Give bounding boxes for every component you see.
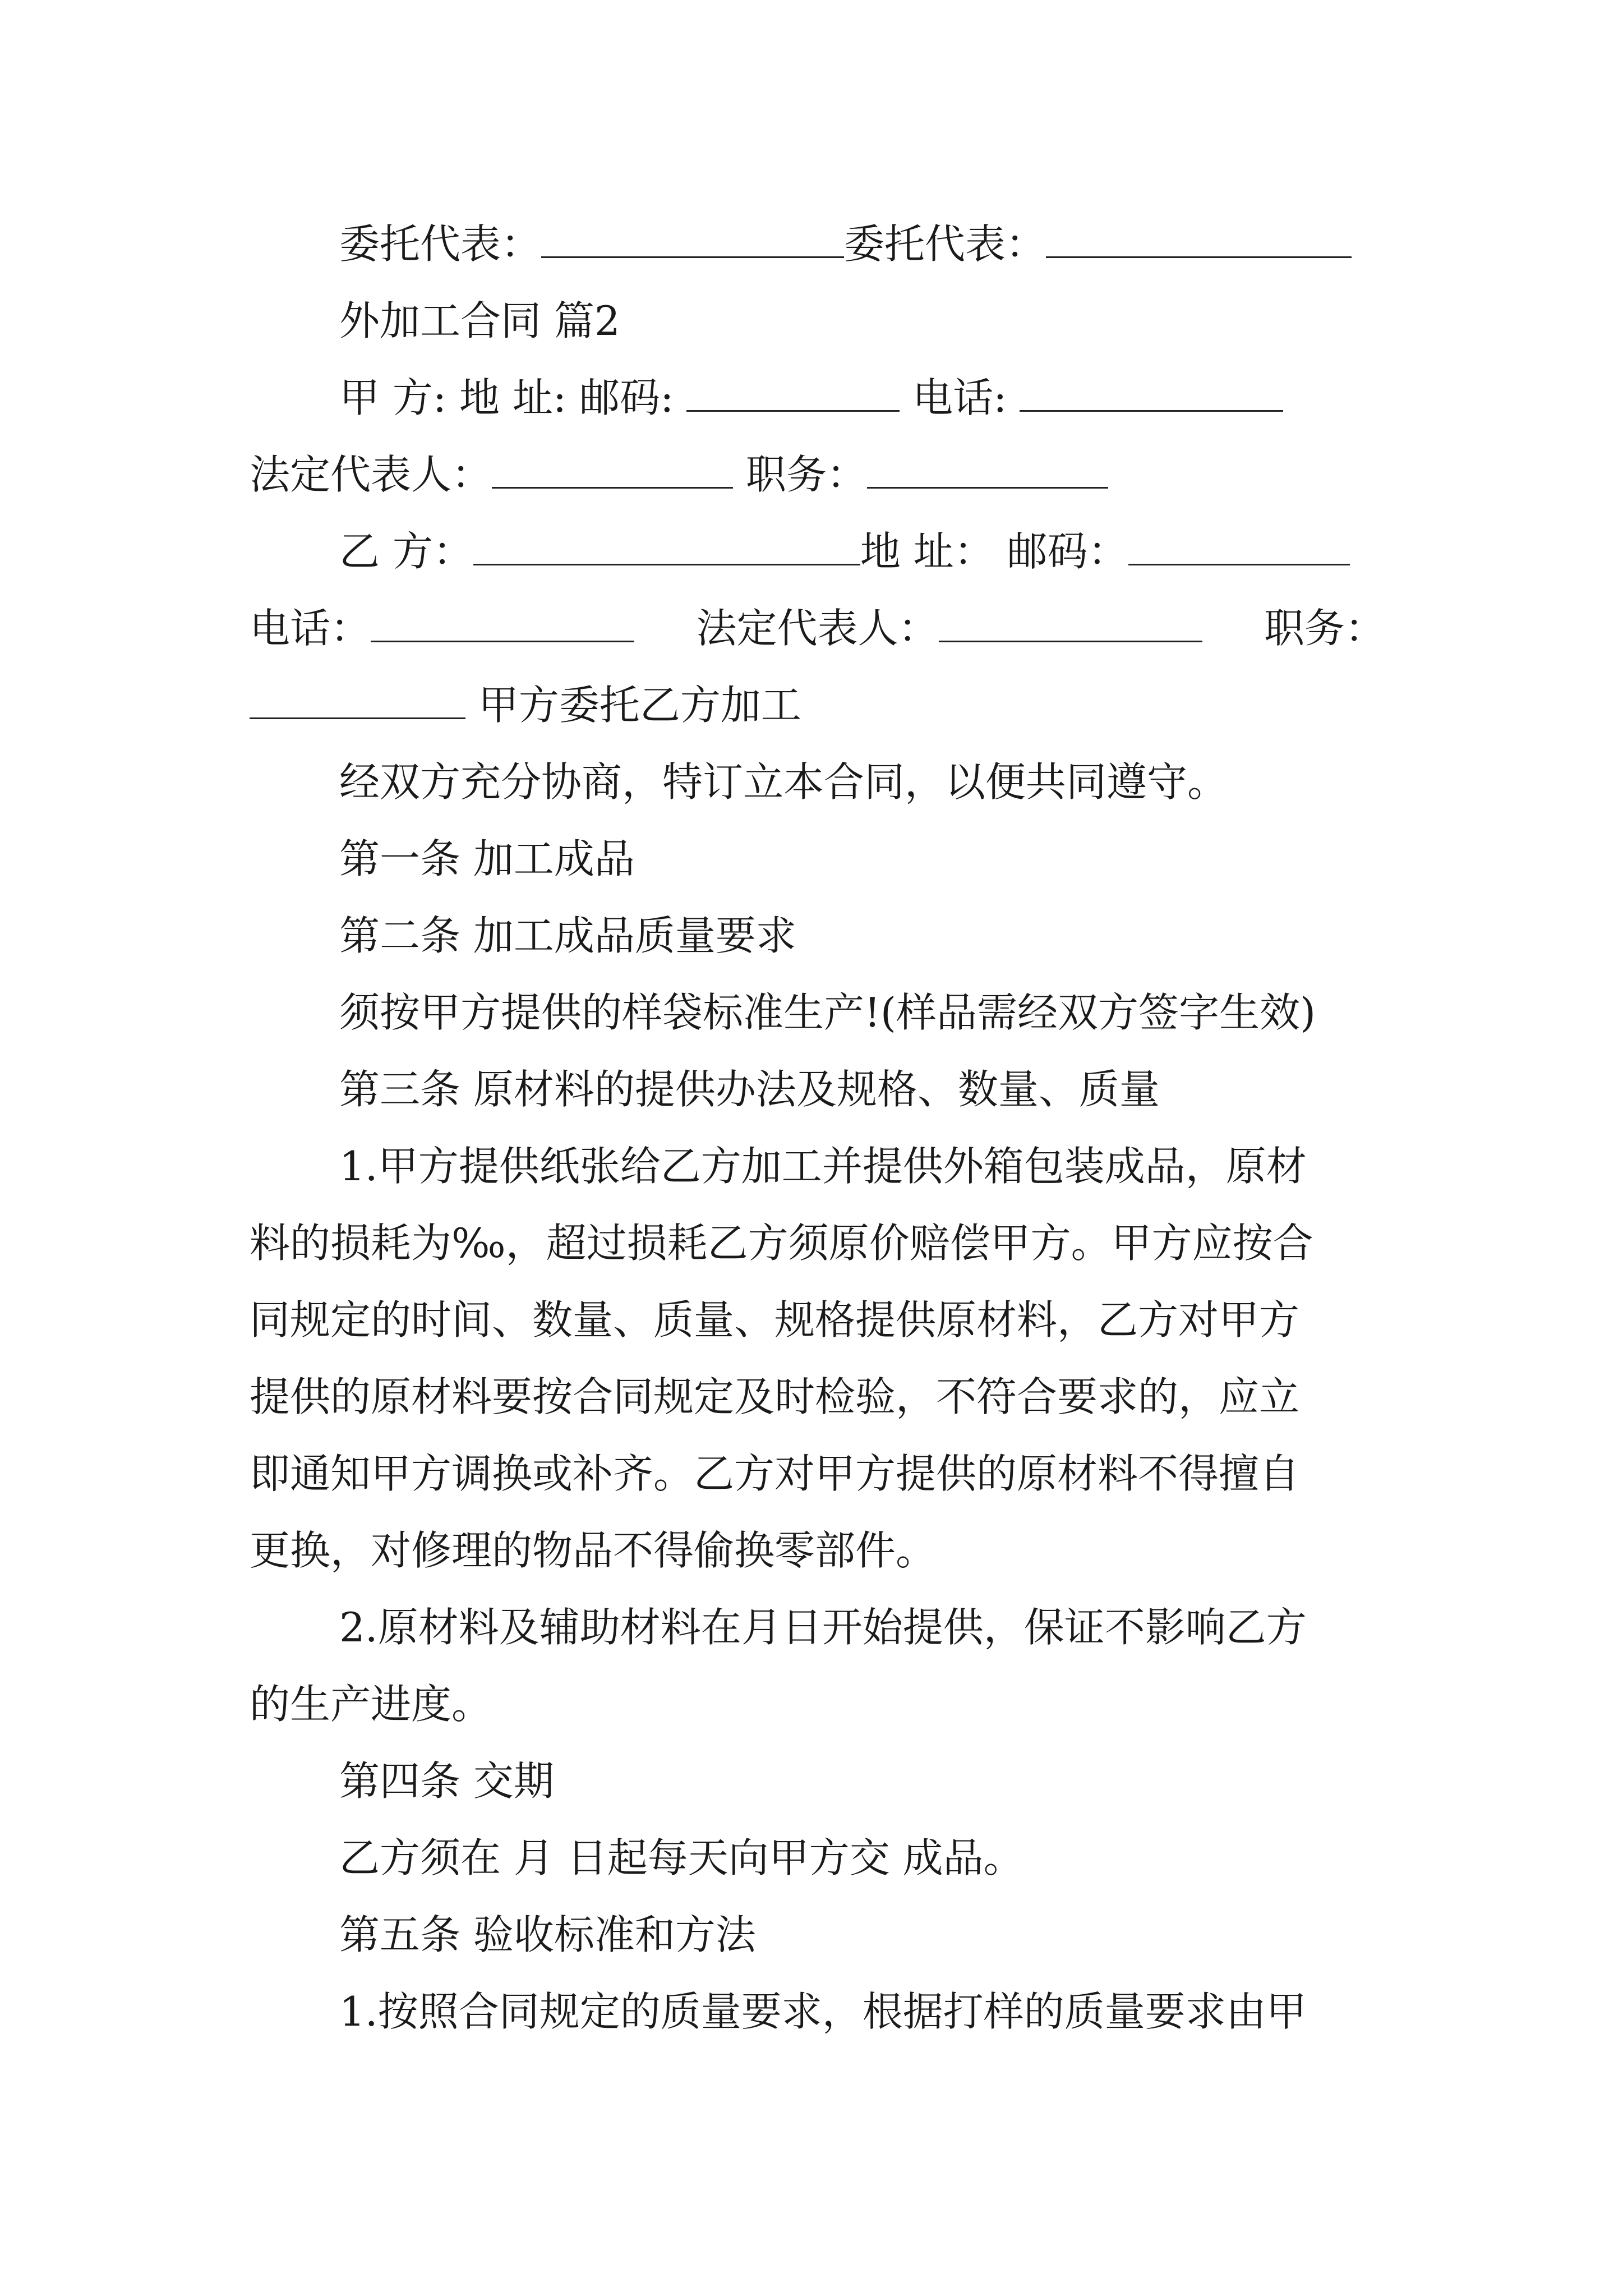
article-3-para-2-line-1: 2.原材料及辅助材料在月日开始提供，保证不影响乙方 [339, 1604, 1307, 1651]
party-a-delegate-label: 委托代表： [339, 220, 542, 268]
party-b-label: 乙 方： [339, 528, 473, 575]
entrust-text: 甲方委托乙方加工 [478, 682, 801, 729]
article-5-para-1-line-1: 1.按照合同规定的质量要求，根据打样的质量要求由甲 [339, 1988, 1307, 2035]
preamble-text: 经双方充分协商，特订立本合同，以便共同遵守。 [339, 758, 1228, 806]
party-b-delegate-label: 委托代表： [844, 220, 1046, 268]
party-a-postcode-blank[interactable] [686, 375, 900, 412]
article-4-text: 乙方须在 月 日起每天向甲方交 成品。 [339, 1834, 1024, 1881]
party-b-phone-blank[interactable] [371, 606, 634, 642]
party-a-legal-rep-blank[interactable] [492, 452, 733, 489]
contract-title: 外加工合同 篇2 [339, 297, 620, 344]
party-a-phone-blank[interactable] [1020, 375, 1283, 412]
article-5-heading: 第五条 验收标准和方法 [339, 1911, 756, 1958]
entrust-line [250, 674, 1385, 736]
party-b-legal-rep-label: 法定代表人： [696, 605, 939, 652]
party-a-info-line [339, 367, 1385, 429]
party-b-delegate-blank[interactable] [1046, 222, 1352, 258]
article-2-heading: 第二条 加工成品质量要求 [339, 912, 796, 959]
article-2-text: 须按甲方提供的样袋标准生产!(样品需经双方签字生效) [339, 989, 1316, 1036]
party-a-delegate-blank[interactable] [541, 222, 844, 258]
article-3-para-1-line-1: 1.甲方提供纸张给乙方加工并提供外箱包装成品，原材 [339, 1143, 1307, 1190]
party-a-position-label: 职务： [745, 451, 867, 498]
article-3-para-1-line-3: 同规定的时间、数量、质量、规格提供原材料，乙方对甲方 [250, 1296, 1300, 1343]
delegate-line [339, 213, 1385, 275]
party-a-phone-label: 电话: [912, 374, 1007, 421]
article-3-para-2-line-2: 的生产进度。 [250, 1681, 492, 1728]
party-a-address-label: 甲 方: 地 址: 邮码: [339, 374, 674, 421]
party-a-rep-line [250, 444, 1385, 505]
party-b-info-line [339, 521, 1385, 582]
article-1-heading: 第一条 加工成品 [339, 835, 635, 882]
article-3-para-1-line-5: 即通知甲方调换或补齐。乙方对甲方提供的原材料不得擅自 [250, 1450, 1300, 1497]
article-4-heading: 第四条 交期 [339, 1757, 554, 1805]
party-b-postcode-blank[interactable] [1128, 529, 1350, 565]
party-b-name-blank[interactable] [473, 529, 860, 565]
party-b-position-label: 职务： [1264, 605, 1385, 652]
party-b-legal-rep-blank[interactable] [939, 606, 1202, 642]
party-a-legal-rep-label: 法定代表人： [250, 451, 492, 498]
party-b-phone-label: 电话： [250, 605, 371, 652]
party-b-contact-line [250, 597, 1385, 659]
article-3-para-1-line-4: 提供的原材料要按合同规定及时检验，不符合要求的，应立 [250, 1373, 1300, 1420]
article-3-para-1-line-6: 更换，对修理的物品不得偷换零部件。 [250, 1527, 937, 1574]
party-b-address-label: 地 址： 邮码： [860, 528, 1128, 575]
party-b-position-blank[interactable] [250, 683, 465, 719]
party-a-position-blank[interactable] [867, 452, 1108, 489]
article-3-para-1-line-2: 料的损耗为‰，超过损耗乙方须原价赔偿甲方。甲方应按合 [250, 1220, 1313, 1267]
article-3-heading: 第三条 原材料的提供办法及规格、数量、质量 [339, 1066, 1160, 1113]
